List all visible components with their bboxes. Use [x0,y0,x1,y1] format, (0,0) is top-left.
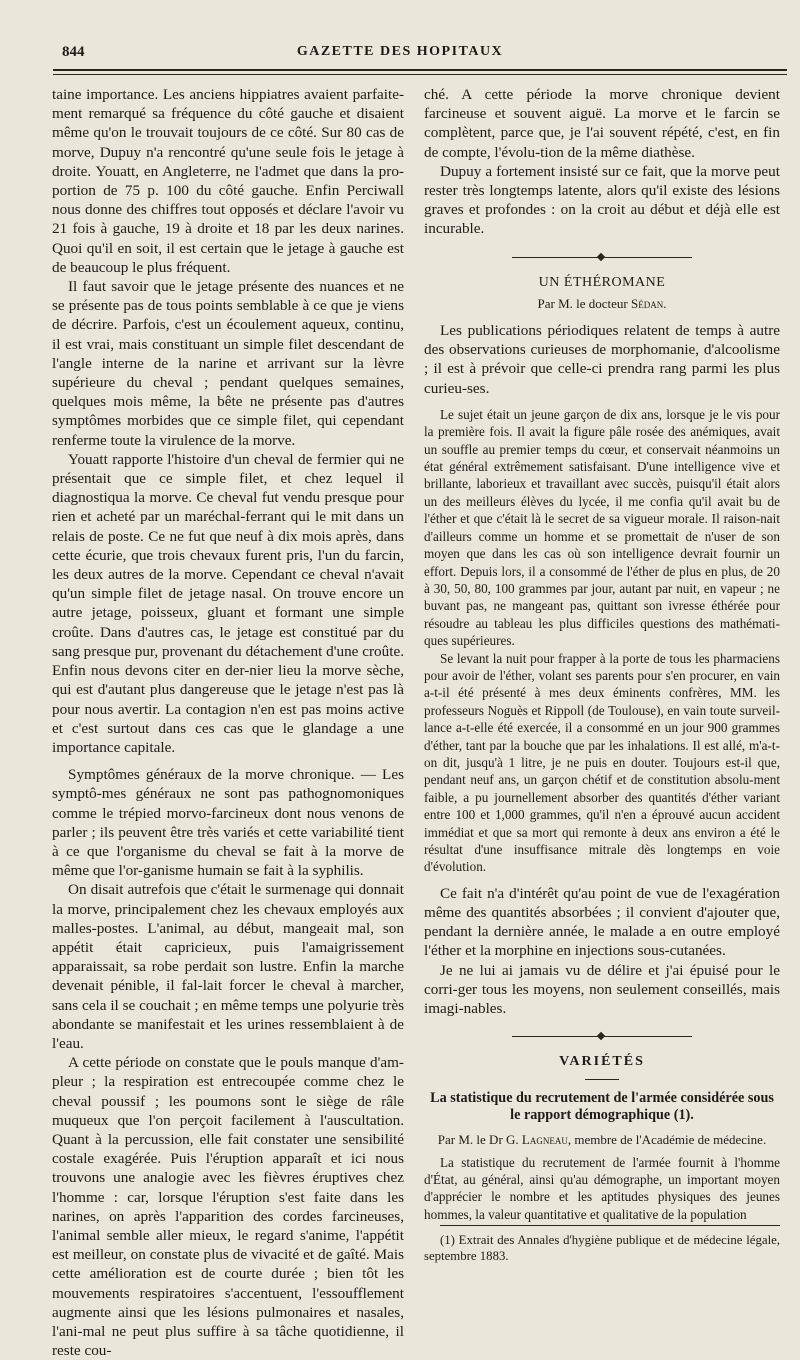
footnote-rule [440,1225,780,1226]
byline-prefix: Par M. le docteur [537,295,628,311]
closing-paragraph: Je ne lui ai jamais vu de délire et j'ai épuisé pour le corri-ger tous les moyens, non seulement conseillés, mais imagi-nables. [424,961,780,1018]
section-separator [512,1030,692,1042]
right-column [424,85,780,1264]
article-byline [424,294,780,313]
article-lead: Les publications périodiques relatent de temps à autre des observations curieuses de morphomanie, d'alcoolisme ; il est à prévoir que celle-ci prendra rang parmi les plus curieu-ses. [424,322,780,397]
header-rule [53,69,787,71]
varietes-subtitle: La statistique du recrutement de l'armée considérée sous le rapport démographique (1). [430,1090,774,1124]
closing-paragraph: Ce fait n'a d'intérêt qu'au point de vue de l'exagération même des quantités absorbées ; il convient d'ajouter que, pendant la dernière année, le malade a en outre employé l'éther et la morphine en injections sous-cutanées. [424,884,780,960]
section-separator [512,251,692,263]
article-title: UN ÉTHÉROMANE [538,274,666,290]
varietes-paragraph: La statistique du recrutement de l'armée fournit à l'homme d'État, au général, ainsi qu'au démographe, un important moyen d'apprécier le nombre et les aptitudes physiques des jeunes hommes, la valeur quantitative et qualitative de la population [424,1154,780,1222]
footnote: (1) Extrait des Annales d'hygiène publique et de médecine légale, septembre 1883. [424,1233,780,1264]
short-rule [585,1079,619,1080]
left-paragraph: A cette période on constate que le pouls manque d'am-pleur ; la respiration est entrecoupée comme chez le cheval poussif ; les poumons sont le siège de râle muqueux que l'on perçoit facilement à l'auscultation. Quant à la percussion, elle fait constater une sensibilité costale exagérée. Puis l'éruption apparaît et ici nous trouvons une analogie avec les fièvres éruptives chez l'homme : car, lorsque l'éruption s'est faite dans les narines, on après l'apparition des cordes farcineuses, l'animal semble aller mieux, le regard s'anime, l'appétit est meilleur, on constate plus de vivacité et de gaîté. Mais cette amélioration est de courte durée ; bien tôt les mouvements respiratoires s'accentuent, l'essoufflement augmente ainsi que les lésions pulmonaires et nasales, l'ani-mal ne peut plus suffire à sa tâche quotidienne, il reste cou- [52,1054,404,1360]
header-rule-thin [53,74,787,75]
varietes-title: VARIÉTÉS [559,1054,645,1070]
right-paragraph: ché. A cette période la morve chronique devient farcineuse et souvent aiguë. La morve et le farcin se complètent, parce que, je l'ai souvent répété, c'est, en fin de compte, l'évolu-tion de la même diathèse. [424,86,780,161]
byline-author: Sédan. [631,295,667,311]
right-paragraph: Dupuy a fortement insisté sur ce fait, que la morve peut rester très longtemps latente, alors qu'il existe des lésions graves et profondes : on la croit au début et déjà elle est incurable. [424,162,780,238]
left-paragraph: Youatt rapporte l'histoire d'un cheval de fermier qui ne présentait que ce simple filet, et chez lequel il diagnostiqua la morve. Ce cheval fut vendu presque pour rien et acheté par un maréchal-ferrant qui le mit dans un relais de poste. Ce ne fut que neuf à dix mois après, dans cette écurie, que trois chevaux furent pris, l'un du farcin, les deux autres de la morve. Cependant ce cheval n'avait qu'un simple filet de jetage nasal. On trouve encore un autre jetage, poisseux, gluant et formant une simple croûte. Dans d'autres cas, le jetage est constitué par du sang presque pur, provenant du détachement d'une croûte. Enfin nous devons citer en der-nier lieu la morve sèche, qui est d'autant plus dangereuse que le jetage n'est pas là pour nous avertir. La contagion n'en est pas moins active et c'est surtout dans ces cas que le glandage a une importance capitale. [52,450,404,756]
varietes-byline-suffix: membre de l'Académie de médecine. [574,1132,767,1148]
left-paragraph: taine importance. Les anciens hippiatres avaient parfaite-ment remarqué sa fréquence du côté gauche et disaient même qu'on le trouvait toujours de ce côté. Sur 80 cas de morve, Dupuy n'a rencontré qu'une seule fois le jetage à droite. Youatt, en Angleterre, ne l'admet que dans la pro-portion de 75 p. 100 du côté gauche. Enfin Perciwall nous donne des chiffres tout opposés et déclare l'avoir vu 21 fois à gauche, 19 à droite et 18 par les deux narines. Quoi qu'il en soit, il est certain que le jetage à gauche est de beaucoup le plus fréquent. [52,86,404,276]
varietes-byline [424,1130,780,1149]
left-paragraph: Il faut savoir que le jetage présente des nuances et ne se présente pas de tous points semblable à ce que je viens de décrire. Parfois, c'est un écoulement aqueux, continu, il est vrai, mais constituant un simple filet descendant de l'angle interne de la narine et arrivant sur la lèvre supérieure du cheval ; pendant quelques semaines, quelques mois même, la bête ne présente pas d'autres symptômes morbides que ce simple filet, qui cependant renferme toute la virulence de la morve. [52,278,404,449]
left-paragraph: On disait autrefois que c'était le surmenage qui donnait la morve, principalement chez les chevaux employés aux malles-postes. L'animal, au début, mangeait mal, son appétit était capricieux, puis l'amaigrissement apparaissait, sa robe perdait son lustre. Enfin la marche devenait pénible, il fal-lait forcer le cheval à marcher, sans cela il se couchait ; en même temps une polyurie très abondante se manifestait et les urines ressemblaient à de l'eau. [52,881,404,1052]
left-column [52,85,404,1360]
varietes-byline-author: Lagneau, [521,1132,572,1148]
journal-title: GAZETTE DES HOPITAUX [296,44,504,59]
page-number: 844 [62,44,85,60]
case-paragraph: Le sujet était un jeune garçon de dix ans, lorsque je le vis pour la première fois. Il avait la figure pâle rosée des anémiques, avait un souffle au premier temps du cœur, et conservait néanmoins un état général extrêmement satisfaisant. D'une intelligence vive et brillante, laborieux et travaillant avec succès, puisqu'il était alors un des meilleurs élèves du lycée, il me confia qu'il avait bu de l'éther et que c'était là le secret de sa vigueur morale. Il raison-nait d'ailleurs comme un homme et se promettait de n'user de son moyen que dans les cas où son intelligence devrait fournir un effort. Depuis lors, il a consommé de l'éther de plus en plus, de 20 à 30, 50, 80, 100 grammes par jour, autant par nuit, en vapeur ; ne buvant pas, ne mangeant pas, quittant son ivresse éthérée pour résoudre au tableau les plus difficiles questions des mathémati-ques supérieures. [424,406,780,649]
varietes-byline-prefix: Par M. le Dr G. [437,1132,519,1148]
case-paragraph: Se levant la nuit pour frapper à la porte de tous les pharmaciens pour avoir de l'éther, volant ses parents pour s'en procurer, en vain a-t-il été présenté à mes deux éminents confrères, MM. les professeurs Noguès et Rippoll (de Toulouse), en vain toute surveil-lance a-t-elle été exercée, il a consommé en un jour 900 grammes d'éther, tant par la bouche que par les inhalations. Il est allé, m'a-t-on dit, jusqu'à 1 litre, je ne puis en douter. Toujours est-il que, pendant neuf ans, un garçon chétif et de constitution absolu-ment faible, a pu journellement absorber des quantités d'éther variant entre 100 et 1,000 grammes, qu'il n'en a éprouvé aucun accident immédiat et que sa mort qui remonte à deux ans environ a été le résultat d'une insuffisance mitrale dès longtemps en voie d'évolution. [424,650,780,875]
left-paragraph-general-symptoms: Symptômes généraux de la morve chronique. — Les symptô-mes généraux ne sont pas pathognomoniques comme le trépied morvo-farcineux dont nous venons de parler ; ils peuvent être très variés et cette variabilité tient à ce que l'organisme du cheval se fait à la morve de même que l'or-ganisme humain se fait à la syphilis. [52,766,404,880]
running-head [0,44,800,64]
